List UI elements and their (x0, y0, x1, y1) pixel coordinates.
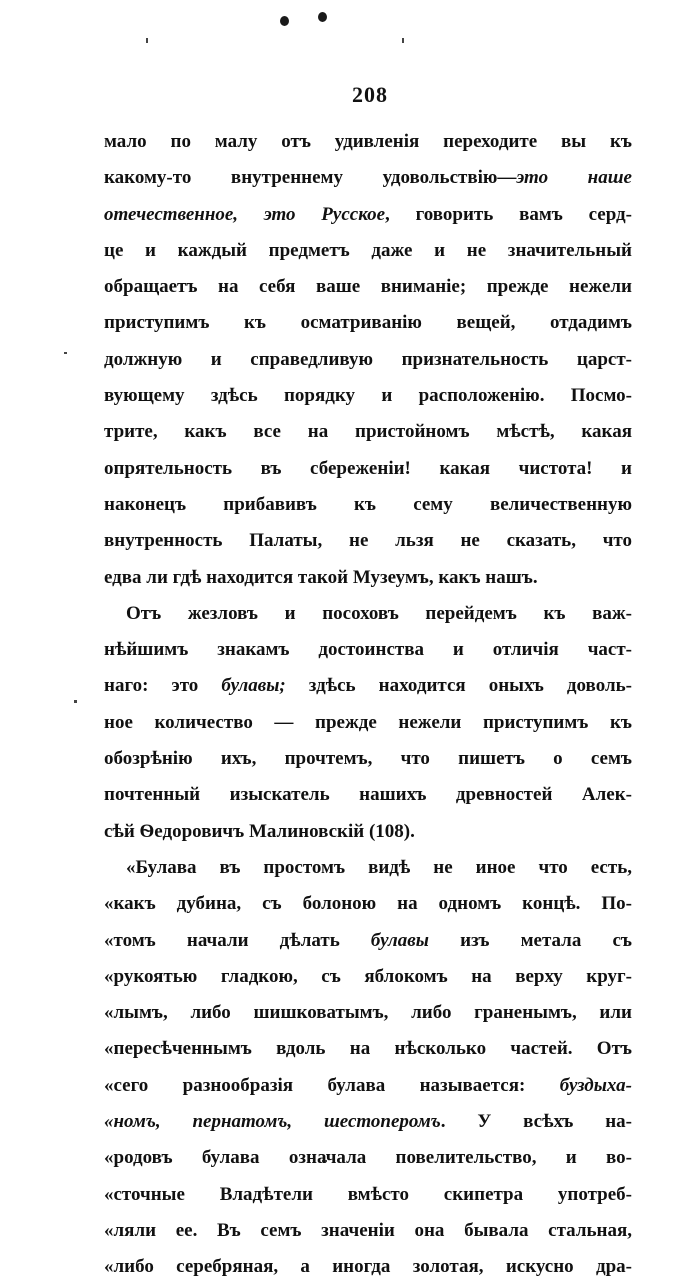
text-segment: «либо серебряная, а иногда золотая, искусно дра- (104, 1256, 632, 1278)
text-segment: «сего разнообразія булава называется: (104, 1074, 560, 1096)
text-segment: нѣйшимъ знакамъ достоинства и отличія част- (104, 639, 632, 661)
text-line (104, 1213, 632, 1249)
text-segment: обозрѣнію ихъ, прочтемъ, что пишетъ о семъ (104, 748, 632, 770)
ink-blot (318, 12, 327, 22)
text-segment: «Булава въ простомъ видѣ не иное что есть, (126, 856, 632, 878)
page-text (104, 124, 632, 1286)
text-segment: должную и справедливую признательность царст- (104, 348, 632, 370)
text-line (104, 124, 632, 160)
text-segment: наго: это (104, 675, 222, 697)
text-line (104, 523, 632, 559)
text-segment: Отъ жезловъ и посоховъ перейдемъ къ важ- (126, 602, 632, 624)
text-line (104, 741, 632, 777)
text-segment: «номъ, пернатомъ, шестоперомъ (104, 1111, 441, 1133)
text-segment: «пересѣченнымъ вдоль на нѣсколько частей. Отъ (104, 1038, 632, 1060)
text-segment: почтенный изыскатель нашихъ древностей Алек- (104, 784, 632, 806)
text-line (104, 269, 632, 305)
text-line (104, 451, 632, 487)
text-segment: трите, какъ все на пристойномъ мѣстѣ, какая (104, 421, 632, 443)
scan-speck (64, 352, 67, 354)
text-line (104, 1177, 632, 1213)
text-line (104, 342, 632, 378)
text-line (104, 197, 632, 233)
text-segment: внутренность Палаты, не льзя не сказать, что (104, 530, 632, 552)
text-segment: булавы; (221, 675, 286, 697)
text-segment: «рукоятью гладкою, съ яблокомъ на верху круг- (104, 965, 632, 987)
text-line (104, 814, 632, 850)
text-segment: , говорить вамъ серд- (385, 203, 632, 225)
scan-speck (146, 38, 148, 43)
text-segment: едва ли гдѣ находится такой Музеумъ, какъ нашъ. (104, 566, 538, 588)
text-line (104, 487, 632, 523)
text-segment: здѣсь находится оныхъ доволь- (285, 675, 632, 697)
text-line (104, 777, 632, 813)
text-line (104, 160, 632, 196)
text-segment: это наше (516, 167, 632, 189)
text-line (104, 305, 632, 341)
text-line (104, 1249, 632, 1285)
text-segment: «сточные Владѣтели вмѣсто скипетра употреб- (104, 1183, 632, 1205)
text-segment: «ляли ее. Въ семъ значеніи она бывала стальная, (104, 1219, 632, 1241)
text-line (104, 705, 632, 741)
text-line (104, 886, 632, 922)
text-segment: мало по малу отъ удивленія переходите вы къ (104, 131, 632, 152)
text-segment: сѣй Ѳедоровичъ Малиновскій (108). (104, 820, 415, 842)
text-segment: це и каждый предметъ даже и не значительный (104, 239, 632, 261)
text-segment: булавы (370, 929, 429, 951)
text-segment: «лымъ, либо шишковатымъ, либо граненымъ, или (104, 1002, 632, 1024)
text-line (104, 233, 632, 269)
text-line (104, 414, 632, 450)
text-line (104, 1068, 632, 1104)
text-segment: обращаетъ на себя ваше вниманіе; прежде нежели (104, 276, 632, 298)
page-number: 208 (352, 82, 388, 107)
text-line (104, 632, 632, 668)
text-segment: «родовъ булава означала повелительство, и во- (104, 1147, 632, 1169)
text-line (104, 378, 632, 414)
text-line (104, 959, 632, 995)
text-segment: «какъ дубина, съ болоною на одномъ концѣ. По- (104, 893, 632, 915)
text-line (104, 1140, 632, 1176)
text-segment: отечественное, это Русское (104, 203, 386, 225)
text-segment: ное количество — прежде нежели приступимъ къ (104, 711, 632, 733)
text-segment: опрятельность въ сбереженіи! какая чистота! и (104, 457, 632, 479)
scan-speck (402, 38, 404, 43)
text-segment: «томъ начали дѣлать (104, 929, 371, 951)
text-line (104, 995, 632, 1031)
text-line (104, 668, 632, 704)
text-line (104, 560, 632, 596)
text-line (104, 923, 632, 959)
text-segment: наконецъ прибавивъ къ сему величественную (104, 493, 632, 515)
text-line (104, 1031, 632, 1067)
scan-speck (74, 700, 77, 703)
text-line (104, 850, 632, 886)
text-line (104, 1104, 632, 1140)
ink-blot (280, 16, 289, 26)
text-segment: вующему здѣсь порядку и расположенію. Посмо- (104, 385, 632, 407)
text-line (104, 596, 632, 632)
text-segment: . У всѣхъ на- (440, 1111, 632, 1133)
text-segment: какому-то внутреннему удовольствію— (104, 167, 517, 189)
text-segment: буздыха- (559, 1074, 632, 1096)
text-segment: изъ метала съ (428, 929, 632, 951)
text-segment: приступимъ къ осматриванію вещей, отдадимъ (104, 312, 632, 334)
